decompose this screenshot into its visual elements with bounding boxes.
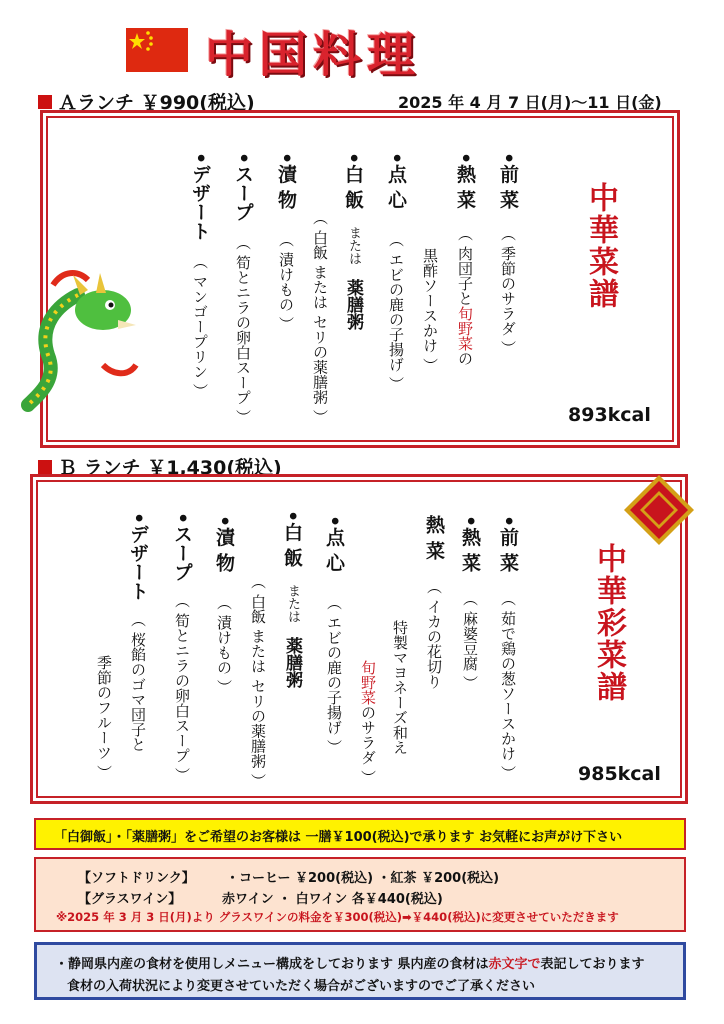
local-note-line-1: ・静岡県内産の食材を使用しメニュー構成をしております 県内産の食材は赤文字で表記しております [55, 957, 645, 972]
menu-item: •点 心 （ エビの鹿の子揚げ ） [385, 152, 407, 392]
menu-item: •白 飯 または 薬膳粥 [342, 152, 364, 330]
menu-item: •デザート （ 桜餡のゴマ団子と [127, 512, 149, 752]
rice-note: 「白御飯」・「薬膳粥」をご希望のお客様は 一膳￥100(税込)で承ります お気軽にお声がけ下さい [34, 818, 686, 850]
menu-item: •漬 物 （ 漬けもの ） [213, 515, 235, 695]
price-change-note: ※2025 年 3 月 3 日(月)より グラスワインの料金を￥300(税込)➡￥440(税込)に変更させていただきます [56, 910, 619, 924]
menu-item-desc: 黒酢ソースかけ ） [421, 248, 439, 373]
drinks-box [34, 857, 686, 932]
menu-item: •熱 菜 （ 麻婆豆腐 ） [459, 515, 481, 691]
lunch-a-kcal: 893kcal [568, 404, 651, 426]
menu-item: •スープ （ 筍とニラの卵白スープ ） [171, 512, 193, 783]
ornament-icon [622, 473, 696, 547]
menu-item: •前 菜 （ 茹で鶏の葱ソースかけ ） [497, 515, 519, 781]
china-flag-icon [126, 28, 188, 72]
menu-item: •点 心 （ エビの鹿の子揚げ ） [323, 515, 345, 755]
menu-item-desc: （ 白飯 または セリの薬膳粥 ） [311, 210, 329, 425]
menu-item-desc: 特製マヨネーズ和え [391, 620, 409, 755]
glass-wine-items: 赤ワイン ・ 白ワイン 各￥440(税込) [222, 892, 443, 907]
lunch-a-menu-title: 中華菜譜 [583, 182, 618, 310]
soft-drink-items: ・コーヒー ￥200(税込) ・紅茶 ￥200(税込) [226, 871, 500, 886]
menu-item-desc: 季節のフルーツ ） [95, 655, 113, 780]
menu-item: •デザート （ マンゴープリン ） [189, 152, 211, 399]
dragon-icon [18, 265, 140, 415]
lunch-b-menu-title: 中華彩菜譜 [591, 543, 626, 703]
glass-wine-label: 【グラスワイン】 [78, 892, 182, 907]
local-note-line-2: 食材の入荷状況により変更させていただく場合がございますのでご了承ください [67, 979, 536, 994]
lunch-b-kcal: 985kcal [578, 763, 661, 785]
soft-drink-label: 【ソフトドリンク】 [78, 871, 195, 886]
menu-item: 熱 菜 （ イカの花切り [423, 515, 445, 689]
red-square-icon [38, 95, 52, 109]
menu-item: •熱 菜 （ 肉団子と旬野菜の [454, 152, 476, 366]
local-ingredients-note [34, 942, 686, 1000]
lunch-b-label: Ｂ ランチ ￥1,430(税込) [58, 457, 282, 479]
menu-item: •スープ （ 筍とニラの卵白スープ ） [232, 152, 254, 425]
menu-item-desc: （ 白飯 または セリの薬膳粥 ） [249, 574, 267, 789]
page-title: 中国料理 [205, 27, 422, 83]
red-square-icon [38, 460, 52, 474]
menu-item: •白 飯 または 薬膳粥 [281, 510, 303, 688]
menu-item: •前 菜 （ 季節のサラダ ） [497, 152, 519, 356]
lunch-a-label: Ａランチ ￥990(税込) [58, 92, 255, 114]
date-range: 2025 年 4 月 7 日(月)～11 日(金) [398, 93, 662, 112]
menu-item-desc: 旬野菜のサラダ ） [359, 660, 377, 785]
menu-item: •漬 物 （ 漬けもの ） [275, 152, 297, 332]
